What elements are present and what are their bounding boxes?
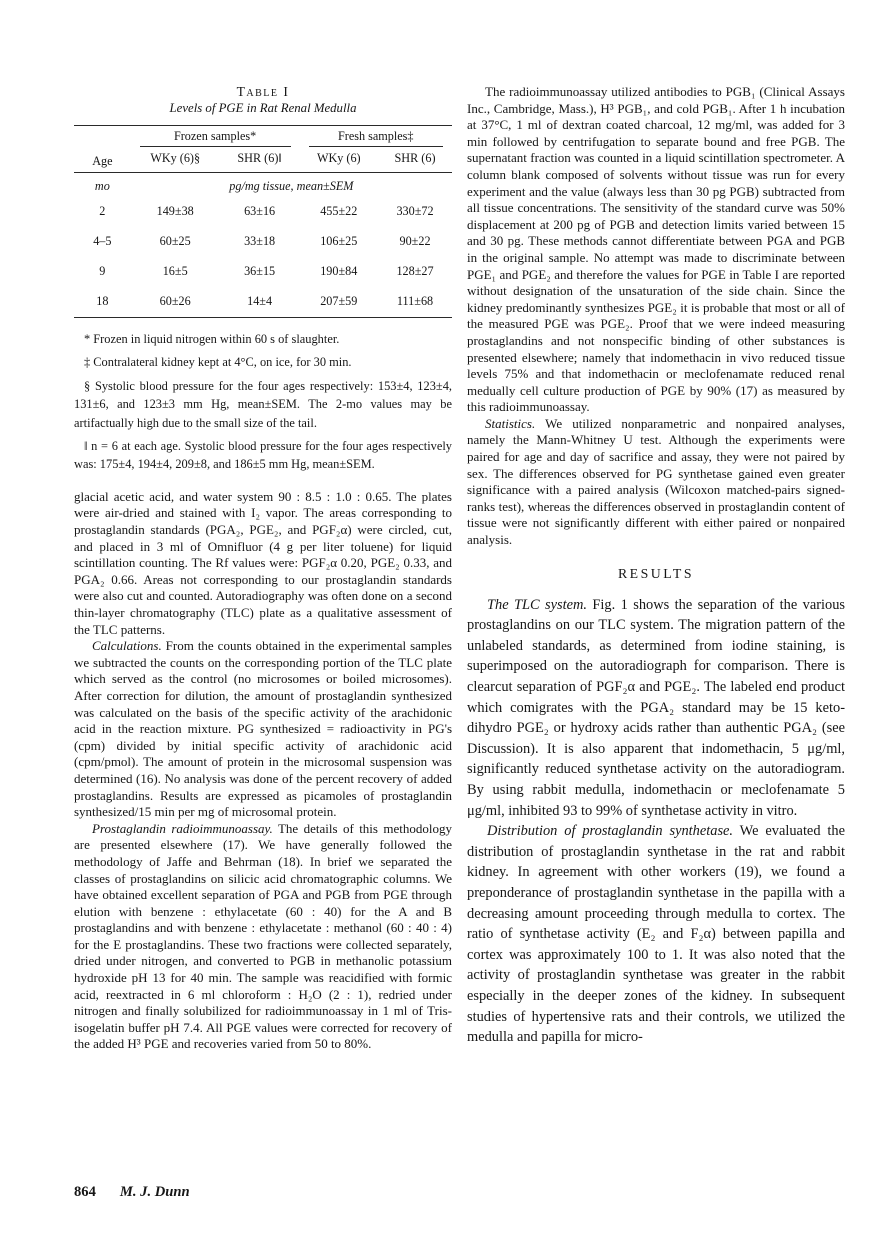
cell-value: 60±25 <box>159 234 191 248</box>
table-column-header-row <box>74 147 452 173</box>
paragraph-text: We utilized nonparametric and nonpaired analyses, namely the Mann-Whitney U test. Although the experiments were paired for age and day of sacrifice and assay, they were not paired by sex. The differences observed for PG synthetase gained even greater significance with a paired analysis (Wilcoxon matched-pairs signed-ranks test), whereas the differences observed in prostaglandin content of tissue were not significantly different with either paired or nonpaired analysis. <box>467 415 845 548</box>
paragraph-radioimmunoassay <box>74 821 452 1053</box>
cell-age: 4–5 <box>93 234 112 248</box>
cell-value: 128±27 <box>396 264 434 278</box>
paragraph-lead: Calculations. <box>92 638 162 654</box>
cell-age: 9 <box>99 264 106 278</box>
paragraph-calculations <box>74 638 452 821</box>
cell-value: 149±38 <box>156 204 194 218</box>
paragraph-tlc-system <box>467 595 845 822</box>
cell-value: 63±16 <box>244 204 276 218</box>
table-caption: Levels of PGE in Rat Renal Medulla <box>169 101 357 115</box>
cell-value: 330±72 <box>396 204 434 218</box>
cell-value: 455±22 <box>320 204 358 218</box>
paragraph-lead: The TLC system. <box>487 596 587 613</box>
cell-value: 16±5 <box>162 264 188 278</box>
page-footer <box>74 1184 190 1201</box>
paragraph-text: We evaluated the distribution of prostaglandin synthetase in the rat and rabbit kidney. In agreement with other workers (19), we found a preponderance of prostaglandin synthetase in the papilla with a decreasing amount proceeding through medulla to cortex. The ratio of synthetase activity (E₂ and F₂α) between papilla and cortex was approximately 100 to 1. It was also noted that the activity of prostaglandin synthetase was greater in the rabbit especially in the deeper zones of the kidney. In subsequent studies of hypertensive rats and their controls, we utilized the medulla and papilla for micro- <box>467 823 845 1046</box>
paragraph-radioimmunoassay-details: The radioimmunoassay utilized antibodies to PGB₁ (Clinical Assays Inc., Cambridge, Mass.), H³ PGB₁, and cold PGB₁. After 1 h incubation at 37°C, 1 ml of dextran coated charcoal, 12 mg/ml, was added for 3 min followed by centrifugation to separate bound and free PGB. The supernatant fraction was counted in a liquid scintillation spectrometer. A column blank composed of solvents without tissue was run for every experiment and the value (always less than 30 pg PGB) subtracted from all tissue concentrations. The sensitivity of the standard curve was 50% displacement at 200 pg of PGB and detection limits varied between 15 and 30 pg. These methods cannot differentiate between PGA and PGB in the original sample. No attempt was made to discriminate between PGE₁ and PGE₂ and therefore the values for PGE in Table I are reported without designation of the unsaturation of the side chain. Since the kidney predominantly synthesizes PGE₂ it is probable that most or all of the measured PGE was PGE₂. Proof that we were indeed measuring prostaglandins and not nonspecific binding of other substances is presented elsewhere; namely that indomethacin in vivo reduced tissue levels 75% and that indomethacin or meclofenamate reduced renal medually cell culture production of PGE by 90% (17) as measured by this radioimmunoassay. <box>467 84 845 415</box>
footnote-systolic-wky: § Systolic blood pressure for the four ages respectively: 153±4, 123±4, 131±6, and 123±3 mm Hg, mean±SEM. The 2-mo values may be artifactually high due to the small size of the tail. <box>74 378 452 430</box>
footnote-systolic-shr: ‖ n = 6 at each age. Systolic blood pressure for the four ages respectively was: 175±4, 194±4, 209±8, and 186±5 mm Hg, mean±SEM. <box>74 439 452 472</box>
footnote-contralateral: ‡ Contralateral kidney kept at 4°C, on ice, for 30 min. <box>84 355 352 370</box>
table-row <box>74 227 452 257</box>
table-1 <box>74 125 452 318</box>
paragraph-text: The details of this methodology are presented elsewhere (17). We have generally followed the methodology of Jaffe and Behrman (18). In brief we separated the classes of prostaglandins on silicic acid chromatographic columns. We have obtained excellent separation of PGA and PGB from PGE through elution with benzene : ethylacetate (60 : 40) for the A and B prostaglandins and with benzene : ethylacetate : methanol (60 : 40 : 4) for the E prostaglandins. These two fractions were collected separately, dried under nitrogen, and converted to PGB in methanolic potassium hydroxide pH 13 for 40 min. The sample was reacidified with formic acid, reextracted in 6 ml chloroform : H₂O (2 : 1), redried under nitrogen and finally solubilized for radioimmunoassay in 1 ml of Tris-isogelatin buffer pH 7.4. All PGE values were corrected for recovery of the added H³ PGE and recoveries varied from 50 to 80%. <box>74 820 452 1052</box>
paragraph-text: Fig. 1 shows the separation of the various prostaglandins on our TLC system. The migration pattern of the unlabeled standards, as determined from iodine staining, is superimposed on the autoradiograph for comparison. There is clearcut separation of PGF₂α and PGE₂. The labeled end product which comigrates with the PGA₂ standard may be 15 keto-dihydro PGE₂ or hydroxy acids rather than authentic PGA₂ (see Discussion). It is also apparent that indomethacin, 5 μg/ml, significantly reduced synthetase activity on the autoradiogram. By using rabbit medulla, indomethacin or meclofenamate 5 μg/ml, inhibited 93 to 99% of synthetase activity in vitro. <box>467 596 845 819</box>
paragraph-lead: Prostaglandin radioimmunoassay. <box>92 820 273 836</box>
left-column <box>74 84 452 1053</box>
table-footnotes <box>74 330 452 474</box>
results-section <box>467 595 845 1048</box>
paragraph-text: From the counts obtained in the experimental samples we subtracted the counts on the corresponding portion of the TLC plate which served as the control (no microsomes or boiled microsomes). After correction for dilution, the amount of prostaglandin synthesized was calculated on the basis of the specific activity of the arachidonic acid in the reaction mixture. PG synthesized = radioactivity in PG's (cpm) divided by initial specific activity of arachidonic acid (cpm/pmol). The amount of protein in the microsomal suspension was determined (16). No analysis was done of the percent recovery of added prostaglandins. Results are expressed as picamoles of prostaglandin synthesized/15 min per mg of microsomal protein. <box>74 638 452 820</box>
value-unit-label: pg/mg tissue, mean±SEM <box>229 179 354 193</box>
cell-value: 106±25 <box>320 234 358 248</box>
col-header-shr-frozen: SHR (6)‖ <box>220 147 300 173</box>
col-header-shr-fresh: SHR (6) <box>378 147 452 173</box>
cell-value: 207±59 <box>320 294 358 308</box>
paragraph-lead: Statistics. <box>485 415 536 431</box>
table-row <box>74 257 452 287</box>
cell-value: 190±84 <box>320 264 358 278</box>
cell-value: 60±26 <box>159 294 191 308</box>
cell-age: 18 <box>96 294 109 308</box>
running-author: M. J. Dunn <box>119 1184 190 1200</box>
group-header-frozen-samples: Frozen samples* <box>131 126 300 148</box>
page-number: 864 <box>74 1184 96 1200</box>
left-column-text <box>74 489 452 1053</box>
cell-value: 111±68 <box>396 294 434 308</box>
right-column <box>467 84 845 1053</box>
col-header-wky-frozen: WKy (6)§ <box>131 147 220 173</box>
table-group-header-row <box>74 126 452 148</box>
col-header-age: Age <box>74 126 131 173</box>
table-unit-row <box>74 173 452 198</box>
group-header-fresh-samples: Fresh samples‡ <box>300 126 453 148</box>
cell-value: 14±4 <box>247 294 273 308</box>
results-heading: RESULTS <box>617 565 695 581</box>
cell-age: 2 <box>99 204 106 218</box>
cell-value: 36±15 <box>244 264 276 278</box>
paragraph-statistics <box>467 416 845 549</box>
table-row <box>74 287 452 318</box>
cell-value: 90±22 <box>399 234 431 248</box>
age-unit-label: mo <box>94 179 110 193</box>
table-row <box>74 197 452 227</box>
cell-value: 33±18 <box>244 234 276 248</box>
col-header-wky-fresh: WKy (6) <box>300 147 379 173</box>
paragraph-lead: Distribution of prostaglandin synthetase. <box>487 823 734 840</box>
right-column-methods <box>467 84 845 549</box>
footnote-frozen: * Frozen in liquid nitrogen within 60 s of slaughter. <box>84 332 340 346</box>
paragraph-synthetase-distribution <box>467 821 845 1048</box>
table-label: Table I <box>236 84 290 99</box>
paragraph-tlc-continuation: glacial acetic acid, and water system 90 : 8.5 : 1.0 : 0.65. The plates were air-dried and stained with I₂ vapor. The areas corresponding to prostaglandin standards (PGA₂, PGE₂, and PGF₂α) were circled, cut, and placed in 3 ml of Omnifluor (4 g per liter toluene) for liquid scintillation counting. The Rf values were: PGF₂α 0.20, PGE₂ 0.33, and PGA₂ 0.66. Areas not corresponding to our prostaglandin standards were also cut and counted. Autoradiography was often done on a second thin-layer chromatography (TLC) plate as a qualitative assessment of the TLC patterns. <box>74 488 452 637</box>
